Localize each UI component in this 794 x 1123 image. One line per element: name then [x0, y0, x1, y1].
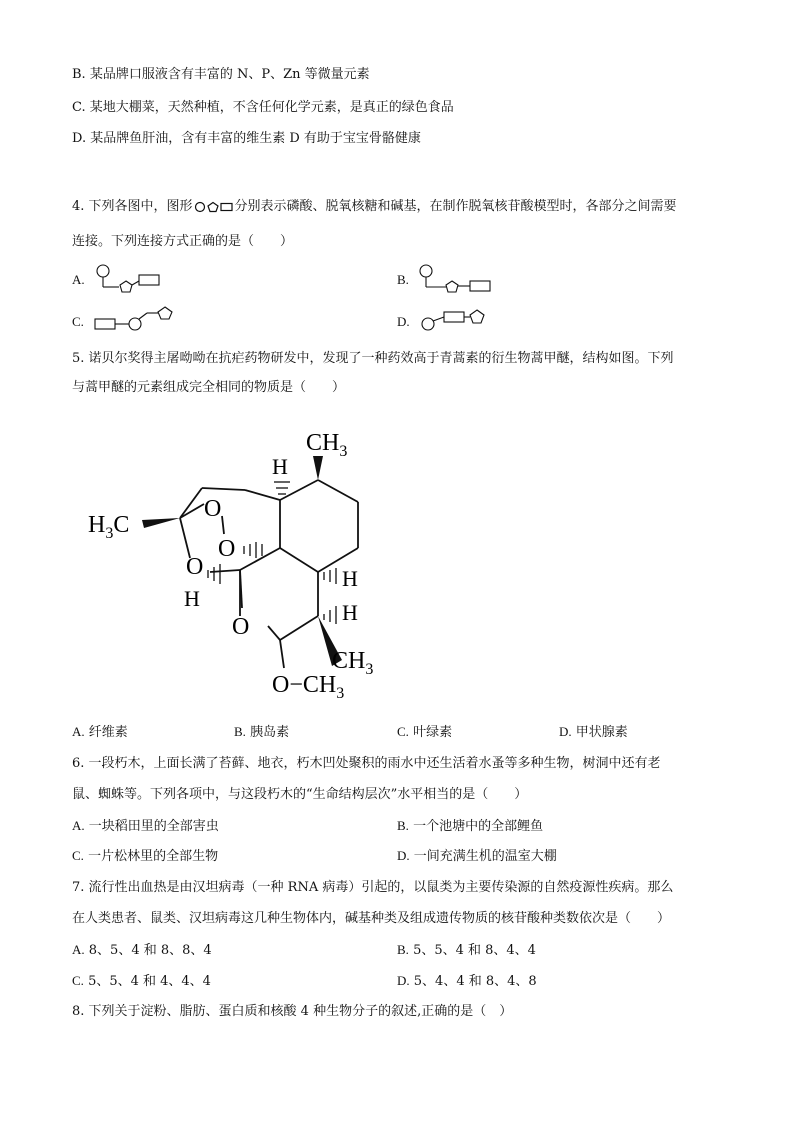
q5-option-a-text: 纤维素	[88, 725, 128, 740]
label-o-peroxide2: O	[218, 536, 236, 562]
q4-stem-line2: 连接。下列连接方式正确的是（ ）	[72, 234, 294, 249]
label-h3c: $H_3C$	[88, 512, 130, 542]
q7-stem-line2: 在人类患者、鼠类、汉坦病毒这几种生物体内，碱基种类及组成遗传物质的核苷酸种类数依次是（ ）	[72, 911, 671, 926]
q8-stem-line1: 8. 下列关于淀粉、脂肪、蛋白质和核酸 4 种生物分子的叙述,正确的是（ ）	[72, 1004, 513, 1019]
q5-stem-line2: 与蒿甲醚的元素组成完全相同的物质是（ ）	[72, 380, 346, 395]
q4-option-b-diagram	[416, 262, 496, 296]
q6-stem-line2: 鼠、蜘蛛等。下列各项中，与这段朽木的“生命结构层次”水平相当的是（ ）	[72, 787, 528, 802]
label-o-ring: O	[232, 614, 250, 640]
q4-stem-part2: 分别表示磷酸、脱氧核糖和碱基，在制作脱氧核苷酸模型时，各部分之间需要	[234, 199, 677, 214]
q4-option-c-diagram	[92, 303, 184, 333]
q7-option-b: B. 5、5、4 和 8、4、4	[397, 942, 536, 958]
q3-option-b: B. 某品牌口服液含有丰富的 N、P、Zn 等微量元素	[72, 67, 370, 82]
q5-option-c-text: 叶绿素	[413, 725, 453, 740]
q5-option-d: D. 甲状腺素	[559, 724, 628, 740]
wedge-top	[313, 456, 323, 480]
q5-option-a: A. 纤维素	[72, 724, 128, 740]
q7-option-c: C. 5、5、4 和 4、4、4	[72, 973, 211, 989]
q5-option-d-text: 甲状腺素	[575, 725, 628, 740]
label-ch3-right: $CH_3$	[332, 648, 374, 678]
q5-option-b-text: 胰岛素	[250, 725, 290, 740]
q3-option-c: C. 某地大棚菜，天然种植，不含任何化学元素，是真正的绿色食品	[72, 100, 454, 115]
q5-stem-line1: 5. 诺贝尔奖得主屠呦呦在抗疟药物研发中，发现了一种药效高于青蒿素的衍生物蒿甲醚，结构如图。下列	[72, 351, 674, 366]
legend-shapes-icon	[194, 200, 234, 214]
label-ch3-top: $CH_3$	[306, 430, 348, 460]
q4-option-b-label: B.	[397, 272, 409, 287]
q7-stem-line1: 7. 流行性出血热是由汉坦病毒（一种 RNA 病毒）引起的，以鼠类为主要传染源的自然疫源性疾病。那么	[72, 880, 674, 895]
q4-option-b	[397, 271, 409, 290]
label-h-left: H	[184, 586, 200, 611]
label-o-peroxide1: O	[204, 496, 222, 522]
q4-option-d	[397, 313, 410, 332]
q4-option-a-label: A.	[72, 272, 85, 287]
q4-option-d-label: D.	[397, 314, 410, 329]
q4-stem-part1: 4. 下列各图中，图形	[72, 199, 193, 214]
q7-option-a: A. 8、5、4 和 8、8、4	[72, 942, 212, 958]
q6-option-d: D. 一间充满生机的温室大棚	[397, 848, 557, 864]
q3-option-d: D. 某品牌鱼肝油，含有丰富的维生素 D 有助于宝宝骨骼健康	[72, 131, 421, 146]
q6-stem-line1: 6. 一段朽木，上面长满了苔藓、地衣，朽木凹处聚积的雨水中还生活着水蚤等多种生物，树洞中还有老	[72, 756, 661, 771]
q4-option-d-diagram	[418, 303, 498, 333]
label-h-right2: H	[342, 600, 358, 625]
q4-option-c	[72, 313, 84, 332]
q5-option-b: B. 胰岛素	[234, 724, 290, 740]
q7-option-d: D. 5、4、4 和 8、4、8	[397, 973, 537, 989]
q4-stem-line1	[72, 198, 677, 216]
label-h-right1: H	[342, 566, 358, 591]
label-o-ether: O	[186, 554, 204, 580]
q4-option-a-diagram	[92, 262, 164, 296]
q6-option-b: B. 一个池塘中的全部鲤鱼	[397, 818, 544, 834]
q5-option-c: C. 叶绿素	[397, 724, 453, 740]
label-och3: $O-CH_3$	[272, 672, 345, 702]
artemether-structure	[80, 420, 400, 710]
q6-option-c: C. 一片松林里的全部生物	[72, 848, 219, 864]
q6-option-a: A. 一块稻田里的全部害虫	[72, 818, 219, 834]
q4-option-a	[72, 271, 85, 290]
q4-option-c-label: C.	[72, 314, 84, 329]
label-h-top: H	[272, 454, 288, 479]
wedge-left	[142, 518, 180, 528]
